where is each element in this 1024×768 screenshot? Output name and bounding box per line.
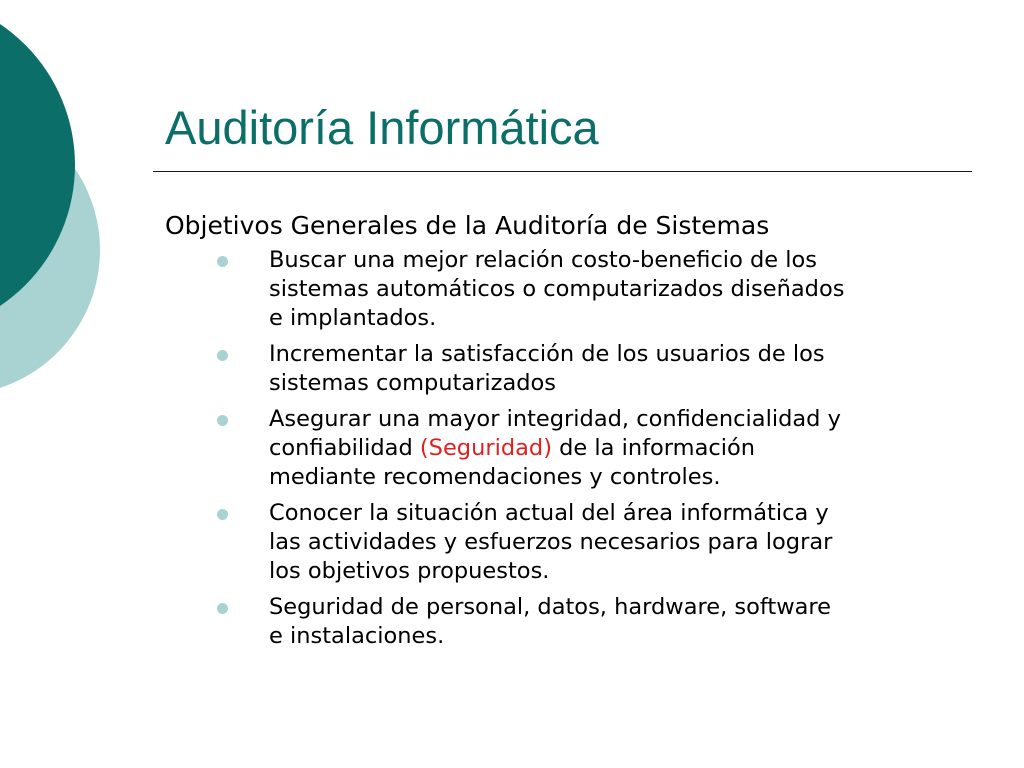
list-item-line: e instalaciones. xyxy=(269,623,445,649)
list-item-line: las actividades y esfuerzos necesarios para lograr xyxy=(269,529,833,555)
list-item-line: sistemas computarizados xyxy=(269,370,557,396)
highlighted-text: (Seguridad) xyxy=(419,435,552,461)
bullet-dot-icon xyxy=(217,509,228,520)
bullet-dot-icon xyxy=(217,256,228,267)
section-heading: Objetivos Generales de la Auditoría de Sistemas xyxy=(165,211,770,240)
list-item xyxy=(165,593,965,651)
list-item-line: Asegurar una mayor integridad, confidencialidad y xyxy=(269,406,841,432)
slide-title: Auditoría Informática xyxy=(165,101,599,154)
list-item xyxy=(165,246,965,333)
title-divider xyxy=(153,171,972,172)
list-item xyxy=(165,499,965,586)
list-item-line-end: de la información xyxy=(551,435,756,461)
list-item xyxy=(165,405,965,492)
slide-content xyxy=(165,207,965,658)
list-item-line: los objetivos propuestos. xyxy=(269,558,550,584)
bullet-dot-icon xyxy=(217,350,228,361)
list-item-line: sistemas automáticos o computarizados diseñados xyxy=(269,276,845,302)
list-item-line-start: confiabilidad xyxy=(269,435,420,461)
objectives-list xyxy=(165,246,965,651)
list-item-line: Seguridad de personal, datos, hardware, software xyxy=(269,594,832,620)
list-item-line: e implantados. xyxy=(269,305,437,331)
list-item-line: mediante recomendaciones y controles. xyxy=(269,464,721,490)
list-item-line: Conocer la situación actual del área informática y xyxy=(269,500,829,526)
bullet-dot-icon xyxy=(217,415,228,426)
bullet-dot-icon xyxy=(217,603,228,614)
decorative-circles xyxy=(0,0,140,420)
list-item-line: Buscar una mejor relación costo-beneficio de los xyxy=(269,247,817,273)
list-item xyxy=(165,340,965,398)
list-item-line: Incrementar la satisfacción de los usuarios de los xyxy=(269,341,825,367)
